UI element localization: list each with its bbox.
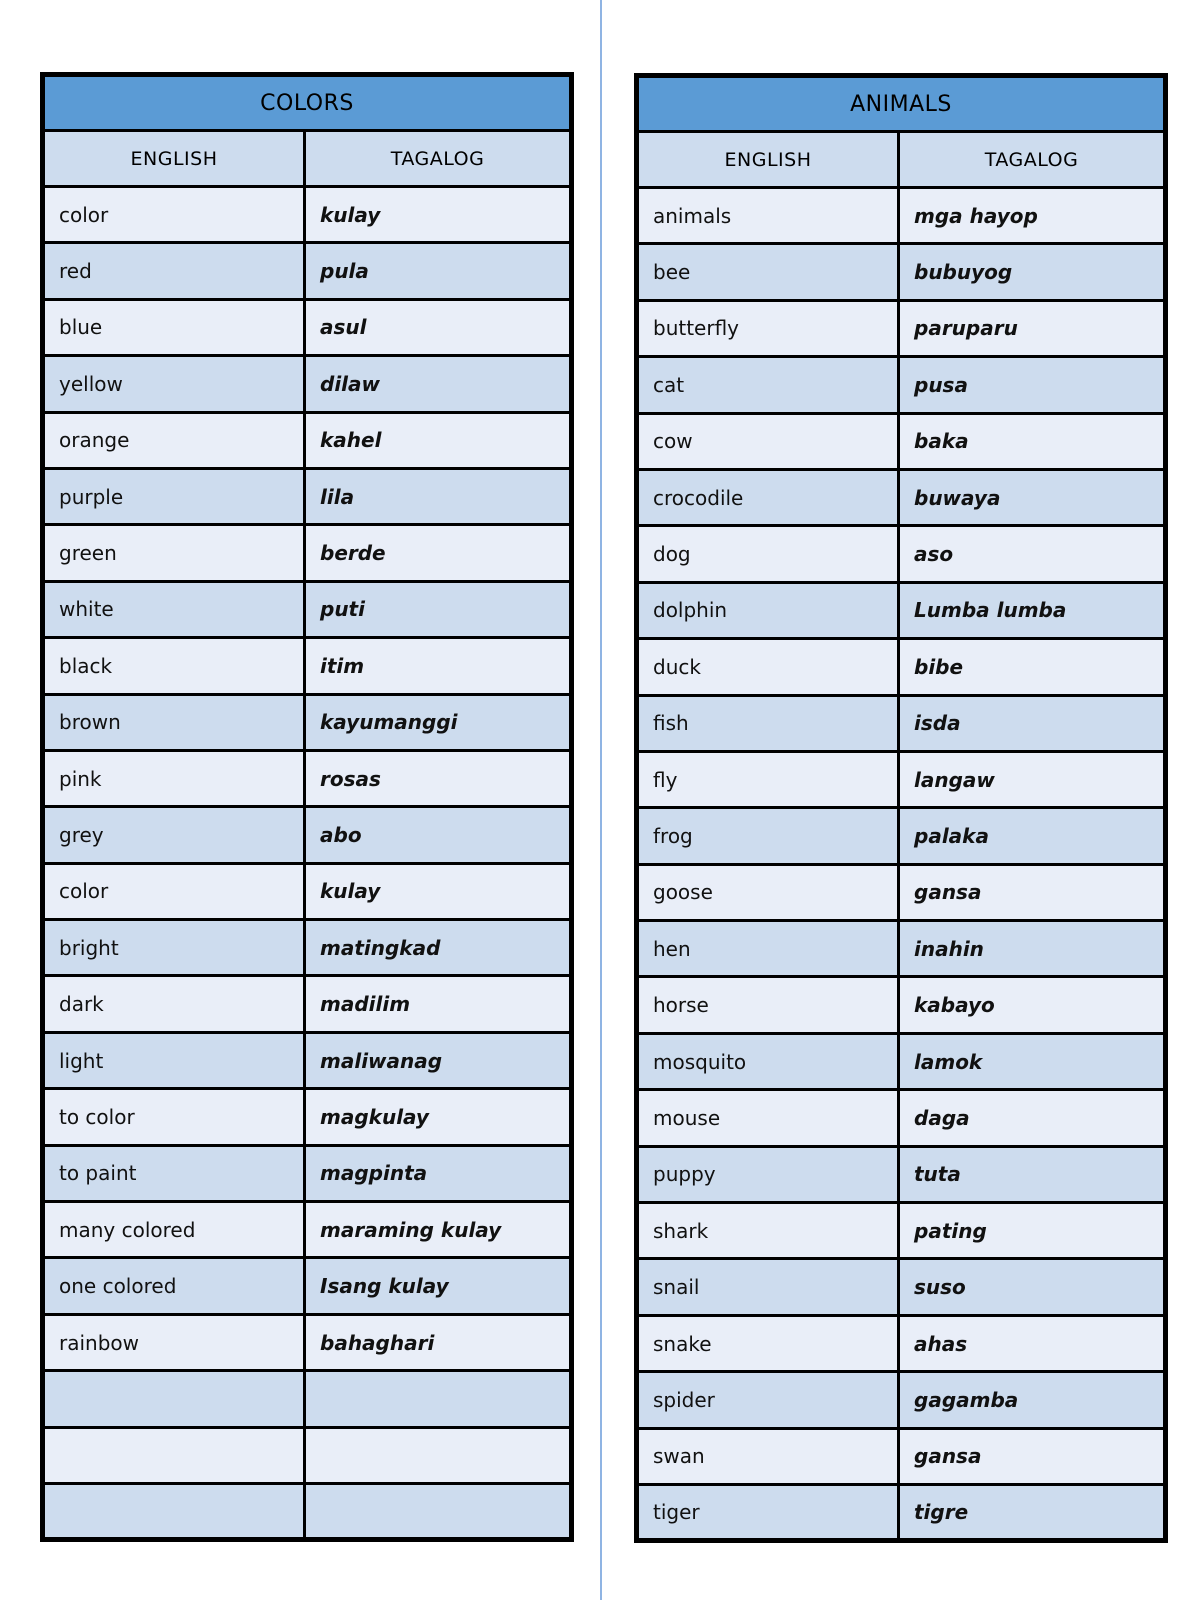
colors-english-cell: color bbox=[43, 863, 305, 919]
animals-english-cell: crocodile bbox=[637, 469, 899, 525]
animals-header-english: ENGLISH bbox=[637, 132, 899, 188]
animals-row bbox=[637, 864, 1166, 920]
colors-tagalog-cell bbox=[305, 1483, 572, 1539]
colors-row bbox=[43, 243, 572, 299]
colors-english-cell: purple bbox=[43, 468, 305, 524]
colors-row bbox=[43, 807, 572, 863]
animals-english-cell: snake bbox=[637, 1315, 899, 1371]
animals-english-cell: swan bbox=[637, 1428, 899, 1484]
colors-english-cell bbox=[43, 1371, 305, 1427]
animals-english-cell: mouse bbox=[637, 1090, 899, 1146]
colors-row bbox=[43, 299, 572, 355]
animals-english-cell: mosquito bbox=[637, 1033, 899, 1089]
animals-english-cell: bee bbox=[637, 244, 899, 300]
colors-row bbox=[43, 187, 572, 243]
animals-row bbox=[637, 1033, 1166, 1089]
colors-title: COLORS bbox=[43, 75, 572, 131]
animals-english-cell: cat bbox=[637, 357, 899, 413]
animals-row bbox=[637, 469, 1166, 525]
animals-row bbox=[637, 808, 1166, 864]
colors-tagalog-cell: kulay bbox=[305, 863, 572, 919]
animals-row bbox=[637, 1090, 1166, 1146]
colors-row bbox=[43, 1145, 572, 1201]
colors-english-cell: black bbox=[43, 638, 305, 694]
colors-english-cell: green bbox=[43, 525, 305, 581]
colors-tagalog-cell: maliwanag bbox=[305, 1032, 572, 1088]
animals-english-cell: tiger bbox=[637, 1484, 899, 1540]
animals-row bbox=[637, 1259, 1166, 1315]
animals-row bbox=[637, 357, 1166, 413]
colors-english-cell: brown bbox=[43, 694, 305, 750]
animals-tagalog-cell: pating bbox=[899, 1203, 1166, 1259]
colors-row bbox=[43, 1483, 572, 1539]
colors-tagalog-cell: madilim bbox=[305, 976, 572, 1032]
animals-tagalog-cell: Lumba lumba bbox=[899, 582, 1166, 638]
animals-row bbox=[637, 413, 1166, 469]
animals-header-tagalog: TAGALOG bbox=[899, 132, 1166, 188]
animals-english-cell: frog bbox=[637, 808, 899, 864]
colors-tagalog-cell: berde bbox=[305, 525, 572, 581]
colors-row bbox=[43, 863, 572, 919]
colors-row bbox=[43, 468, 572, 524]
colors-tagalog-cell: lila bbox=[305, 468, 572, 524]
animals-title: ANIMALS bbox=[637, 76, 1166, 132]
colors-english-cell: rainbow bbox=[43, 1314, 305, 1370]
colors-english-cell: red bbox=[43, 243, 305, 299]
colors-header-english: ENGLISH bbox=[43, 131, 305, 187]
colors-row bbox=[43, 525, 572, 581]
animals-row bbox=[637, 526, 1166, 582]
animals-row bbox=[637, 300, 1166, 356]
animals-tagalog-cell: bubuyog bbox=[899, 244, 1166, 300]
animals-row bbox=[637, 244, 1166, 300]
colors-row bbox=[43, 976, 572, 1032]
animals-english-cell: cow bbox=[637, 413, 899, 469]
animals-tagalog-cell: paruparu bbox=[899, 300, 1166, 356]
colors-english-cell: blue bbox=[43, 299, 305, 355]
colors-tagalog-cell: Isang kulay bbox=[305, 1258, 572, 1314]
colors-rows bbox=[43, 187, 572, 1540]
colors-tagalog-cell bbox=[305, 1427, 572, 1483]
animals-row bbox=[637, 188, 1166, 244]
animals-tagalog-cell: isda bbox=[899, 695, 1166, 751]
colors-row bbox=[43, 1089, 572, 1145]
animals-row bbox=[637, 751, 1166, 807]
animals-row bbox=[637, 921, 1166, 977]
animals-english-cell: shark bbox=[637, 1203, 899, 1259]
animals-tagalog-cell: gansa bbox=[899, 864, 1166, 920]
animals-row bbox=[637, 1484, 1166, 1540]
animals-tagalog-cell: gansa bbox=[899, 1428, 1166, 1484]
animals-row bbox=[637, 695, 1166, 751]
animals-table bbox=[634, 73, 1168, 1543]
colors-tagalog-cell: kahel bbox=[305, 412, 572, 468]
colors-tagalog-cell: matingkad bbox=[305, 920, 572, 976]
colors-table bbox=[40, 72, 574, 1542]
animals-english-cell: spider bbox=[637, 1372, 899, 1428]
colors-english-cell: to paint bbox=[43, 1145, 305, 1201]
animals-row bbox=[637, 1315, 1166, 1371]
colors-tagalog-cell: puti bbox=[305, 581, 572, 637]
animals-english-cell: fly bbox=[637, 751, 899, 807]
animals-tagalog-cell: inahin bbox=[899, 921, 1166, 977]
colors-tagalog-cell: kayumanggi bbox=[305, 694, 572, 750]
colors-row bbox=[43, 1202, 572, 1258]
colors-header-tagalog: TAGALOG bbox=[305, 131, 572, 187]
animals-english-cell: puppy bbox=[637, 1146, 899, 1202]
animals-rows bbox=[637, 188, 1166, 1541]
colors-row bbox=[43, 412, 572, 468]
colors-tagalog-cell: itim bbox=[305, 638, 572, 694]
colors-tagalog-cell: magkulay bbox=[305, 1089, 572, 1145]
colors-row bbox=[43, 1314, 572, 1370]
colors-row bbox=[43, 1371, 572, 1427]
animals-english-cell: butterfly bbox=[637, 300, 899, 356]
animals-english-cell: dolphin bbox=[637, 582, 899, 638]
animals-row bbox=[637, 1372, 1166, 1428]
colors-english-cell bbox=[43, 1427, 305, 1483]
colors-row bbox=[43, 638, 572, 694]
colors-tagalog-cell: kulay bbox=[305, 187, 572, 243]
colors-english-cell: dark bbox=[43, 976, 305, 1032]
animals-tagalog-cell: tuta bbox=[899, 1146, 1166, 1202]
colors-tagalog-cell: pula bbox=[305, 243, 572, 299]
animals-english-cell: fish bbox=[637, 695, 899, 751]
animals-tagalog-cell: aso bbox=[899, 526, 1166, 582]
animals-tagalog-cell: langaw bbox=[899, 751, 1166, 807]
colors-english-cell: color bbox=[43, 187, 305, 243]
colors-english-cell: orange bbox=[43, 412, 305, 468]
animals-english-cell: goose bbox=[637, 864, 899, 920]
colors-english-cell bbox=[43, 1483, 305, 1539]
colors-row bbox=[43, 1032, 572, 1088]
animals-english-cell: horse bbox=[637, 977, 899, 1033]
colors-tagalog-cell: magpinta bbox=[305, 1145, 572, 1201]
colors-row bbox=[43, 750, 572, 806]
colors-english-cell: bright bbox=[43, 920, 305, 976]
colors-english-cell: yellow bbox=[43, 356, 305, 412]
animals-english-cell: hen bbox=[637, 921, 899, 977]
colors-english-cell: many colored bbox=[43, 1202, 305, 1258]
animals-english-cell: dog bbox=[637, 526, 899, 582]
animals-tagalog-cell: daga bbox=[899, 1090, 1166, 1146]
animals-english-cell: duck bbox=[637, 639, 899, 695]
colors-tagalog-cell: bahaghari bbox=[305, 1314, 572, 1370]
animals-row bbox=[637, 1203, 1166, 1259]
animals-row bbox=[637, 582, 1166, 638]
colors-row bbox=[43, 581, 572, 637]
colors-row bbox=[43, 920, 572, 976]
animals-english-cell: snail bbox=[637, 1259, 899, 1315]
animals-tagalog-cell: suso bbox=[899, 1259, 1166, 1315]
animals-tagalog-cell: gagamba bbox=[899, 1372, 1166, 1428]
animals-tagalog-cell: tigre bbox=[899, 1484, 1166, 1540]
animals-tagalog-cell: mga hayop bbox=[899, 188, 1166, 244]
colors-tagalog-cell: asul bbox=[305, 299, 572, 355]
animals-row bbox=[637, 977, 1166, 1033]
colors-tagalog-cell: rosas bbox=[305, 750, 572, 806]
animals-tagalog-cell: kabayo bbox=[899, 977, 1166, 1033]
colors-tagalog-cell: abo bbox=[305, 807, 572, 863]
colors-row bbox=[43, 1427, 572, 1483]
animals-tagalog-cell: pusa bbox=[899, 357, 1166, 413]
animals-tagalog-cell: lamok bbox=[899, 1033, 1166, 1089]
animals-tagalog-cell: bibe bbox=[899, 639, 1166, 695]
animals-tagalog-cell: palaka bbox=[899, 808, 1166, 864]
animals-row bbox=[637, 639, 1166, 695]
animals-tagalog-cell: ahas bbox=[899, 1315, 1166, 1371]
colors-english-cell: light bbox=[43, 1032, 305, 1088]
page-divider bbox=[600, 0, 602, 1600]
colors-english-cell: white bbox=[43, 581, 305, 637]
colors-english-cell: to color bbox=[43, 1089, 305, 1145]
colors-english-cell: one colored bbox=[43, 1258, 305, 1314]
animals-row bbox=[637, 1146, 1166, 1202]
colors-english-cell: pink bbox=[43, 750, 305, 806]
colors-english-cell: grey bbox=[43, 807, 305, 863]
colors-row bbox=[43, 356, 572, 412]
colors-row bbox=[43, 1258, 572, 1314]
colors-tagalog-cell bbox=[305, 1371, 572, 1427]
animals-tagalog-cell: baka bbox=[899, 413, 1166, 469]
colors-tagalog-cell: maraming kulay bbox=[305, 1202, 572, 1258]
animals-row bbox=[637, 1428, 1166, 1484]
animals-tagalog-cell: buwaya bbox=[899, 469, 1166, 525]
animals-english-cell: animals bbox=[637, 188, 899, 244]
colors-tagalog-cell: dilaw bbox=[305, 356, 572, 412]
colors-row bbox=[43, 694, 572, 750]
